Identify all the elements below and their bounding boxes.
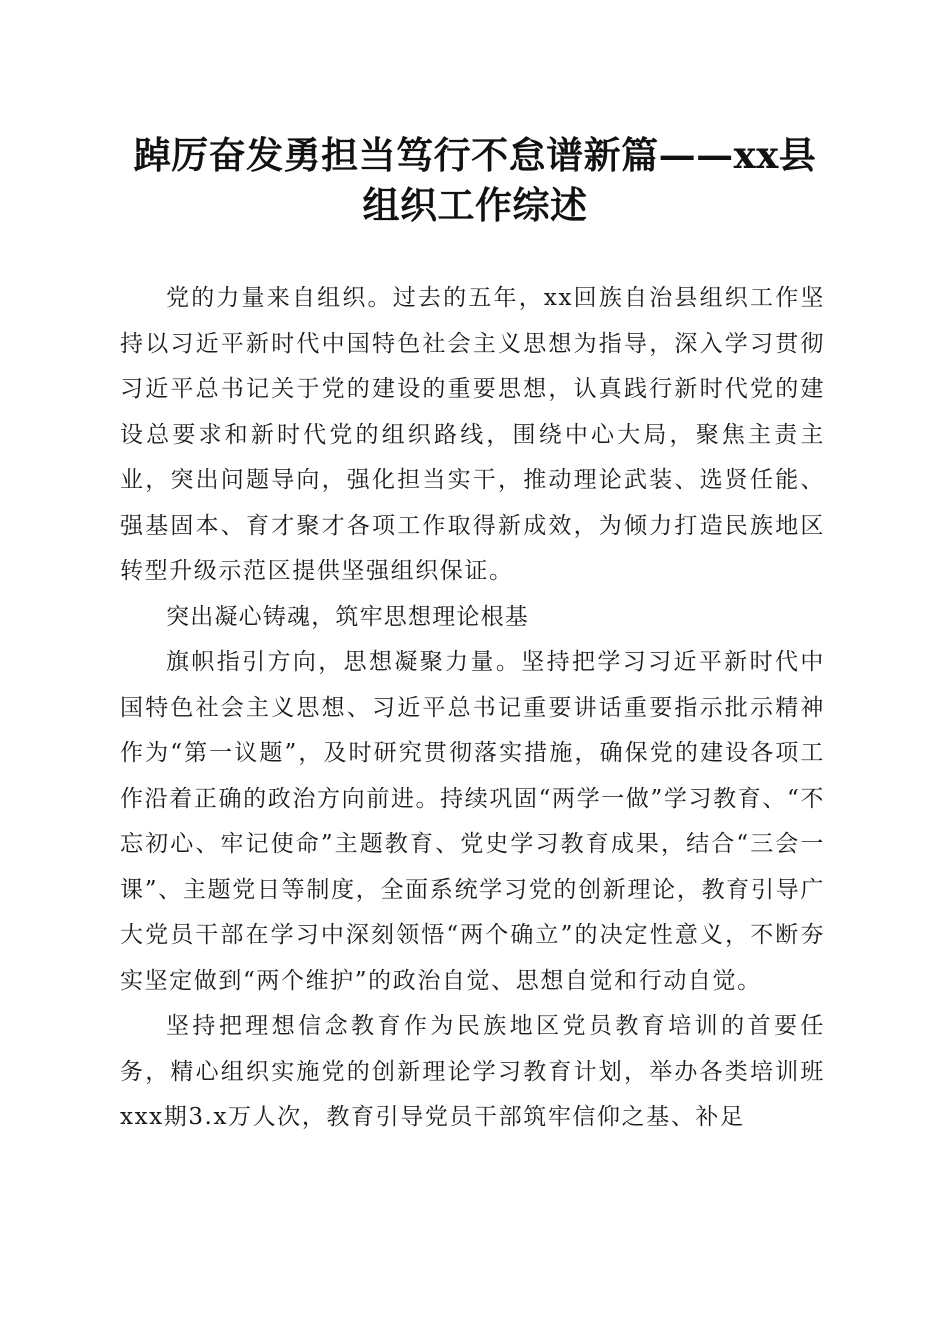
- intro-paragraph: 党的力量来自组织。过去的五年，xx回族自治县组织工作坚持以习近平新时代中国特色社会主义思想为指导，深入学习贯彻习近平总书记关于党的建设的重要思想，认真践行新时代党的建设总要求和新时代党的组织路线，围绕中心大局，聚焦主责主业，突出问题导向，强化担当实干，推动理论武装、选贤任能、强基固本、育才聚才各项工作取得新成效，为倾力打造民族地区转型升级示范区提供坚强组织保证。: [120, 285, 825, 584]
- body-paragraph: 旗帜指引方向，思想凝聚力量。坚持把学习习近平新时代中国特色社会主义思想、习近平总书记重要讲话重要指示批示精神作为“第一议题”，及时研究贯彻落实措施，确保党的建设各项工作沿着正确的政治方向前进。持续巩固“两学一做”学习教育、“不忘初心、牢记使命”主题教育、党史学习教育成果，结合“三会一课”、主题党日等制度，全面系统学习党的创新理论，教育引导广大党员干部在学习中深刻领悟“两个确立”的决定性意义，不断夯实坚定做到“两个维护”的政治自觉、思想自觉和行动自觉。: [120, 649, 825, 994]
- document-body: [120, 276, 825, 1141]
- document-title: 踔厉奋发勇担当笃行不怠谱新篇——xx县组织工作综述: [133, 133, 817, 227]
- section-heading: 突出凝心铸魂，筑牢思想理论根基: [166, 603, 529, 630]
- body-paragraph: 坚持把理想信念教育作为民族地区党员教育培训的首要任务，精心组织实施党的创新理论学习教育计划，举办各类培训班xxx期3.x万人次，教育引导党员干部筑牢信仰之基、补足: [120, 1013, 825, 1130]
